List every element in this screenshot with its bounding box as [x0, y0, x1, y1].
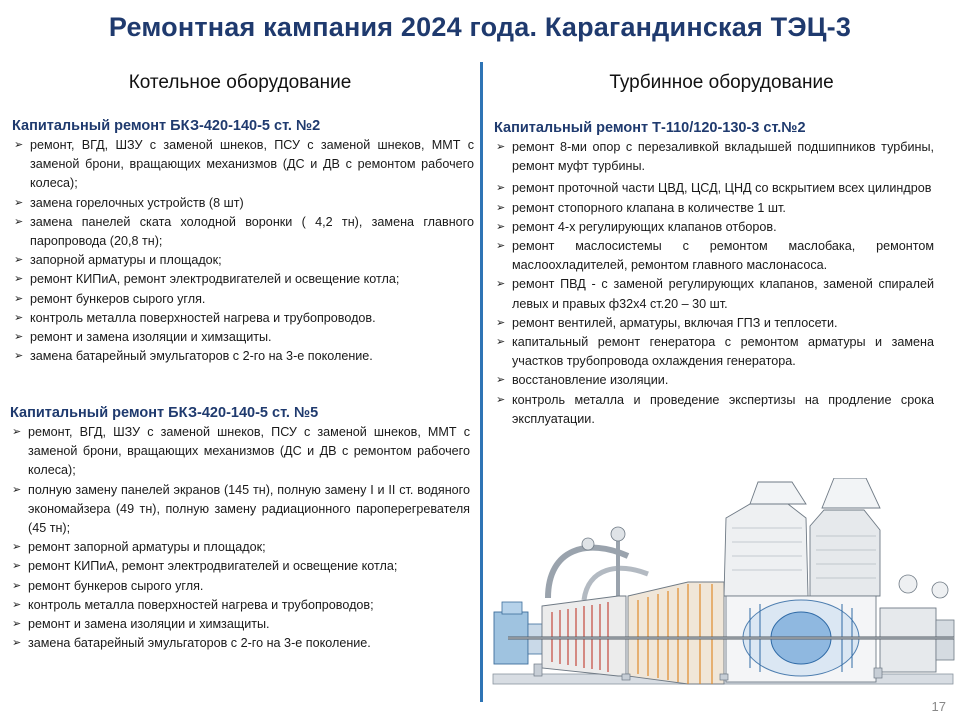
bullet-arrow-icon: ➢ [14, 292, 24, 305]
column-divider [480, 62, 483, 702]
bullet-arrow-icon: ➢ [14, 196, 24, 209]
bullet-arrow-icon: ➢ [12, 560, 22, 573]
bullet-arrow-icon: ➢ [496, 220, 506, 233]
bullet-arrow-icon: ➢ [12, 618, 22, 631]
slide-title: Ремонтная кампания 2024 года. Карагандинская ТЭЦ-3 [108, 12, 852, 42]
bullet-arrow-icon: ➢ [496, 240, 506, 253]
bullet-arrow-icon: ➢ [12, 541, 22, 554]
bullet-arrow-icon: ➢ [14, 215, 24, 228]
section-title: Капитальный ремонт БКЗ-420-140-5 ст. №2 [12, 118, 321, 134]
list-item: ➢ ремонт 8-ми опор с перезаливкой вкладышей подшипников турбины, ремонт муфт турбины. [496, 140, 934, 174]
list-item: ➢ полную замену панелей экранов (145 тн), полную замену I и II ст. водяного экономайзера (49 тн), полную замену радиационного пароперегревателя (45 тн); [12, 482, 470, 536]
boiler-repair-section-1 [12, 118, 474, 366]
list-item: ➢ ремонт и замена изоляции и химзащиты. [10, 615, 470, 634]
bullet-arrow-icon: ➢ [496, 278, 506, 291]
bullet-arrow-icon: ➢ [14, 254, 24, 267]
list-item: ➢ ремонт, ВГД, ШЗУ с заменой шнеков, ПСУ с заменой шнеков, ММТ с заменой брони, вращающих механизмов (ДС и ДВ с ремонтом рабочего колеса); [12, 425, 470, 478]
turbine-repair-section [494, 120, 934, 429]
list-item: ➢ запорной арматуры и площадок; [12, 251, 474, 270]
bullet-arrow-icon: ➢ [12, 598, 22, 611]
list-item: ➢ ремонт проточной части ЦВД, ЦСД, ЦНД со вскрытием всех цилиндров [494, 179, 934, 198]
repair-list [494, 138, 934, 429]
list-item: ➢ ремонт КИПиА, ремонт электродвигателей и освещение котла; [10, 557, 470, 576]
turbine-cutaway-illustration [488, 478, 958, 706]
bullet-arrow-icon: ➢ [14, 311, 24, 324]
section-title: Капитальный ремонт Т-110/120-130-3 ст.№2 [494, 120, 806, 136]
bullet-arrow-icon: ➢ [496, 393, 506, 406]
list-item: ➢ ремонт ПВД - с заменой регулирующих клапанов, заменой спиралей левых и правых ф32х4 ст.20 – 30 шт. [496, 277, 934, 311]
bullet-arrow-icon: ➢ [12, 579, 22, 592]
list-item: ➢ ремонт 4-х регулирующих клапанов отборов. [494, 218, 934, 237]
list-item: ➢ контроль металла поверхностей нагрева и трубопроводов; [10, 596, 470, 615]
list-item: ➢ замена горелочных устройств (8 шт) [12, 194, 474, 213]
bullet-arrow-icon: ➢ [12, 426, 22, 438]
list-item: ➢ капитальный ремонт генератора с ремонтом арматуры и замена участков трубопровода охлаждения генератора. [496, 335, 934, 369]
list-item: ➢ восстановление изоляции. [494, 371, 934, 390]
list-item: ➢ ремонт бункеров сырого угля. [12, 290, 474, 309]
list-item: ➢ ремонт бункеров сырого угля. [10, 577, 470, 596]
left-column-heading: Котельное оборудование [128, 72, 352, 93]
bullet-arrow-icon: ➢ [12, 483, 22, 496]
bullet-arrow-icon: ➢ [14, 139, 24, 151]
list-item: ➢ ремонт маслосистемы с ремонтом маслобака, ремонтом маслоохладителей, ремонтом главного маслонасоса. [496, 239, 934, 273]
list-item: ➢ замена панелей ската холодной воронки ( 4,2 тн), замена главного паропровода (20,8 тн); [14, 214, 474, 249]
repair-list [10, 423, 470, 653]
bullet-arrow-icon: ➢ [496, 336, 506, 349]
list-item: ➢ контроль металла поверхностей нагрева и трубопроводов. [12, 309, 474, 328]
bullet-arrow-icon: ➢ [14, 331, 24, 344]
bullet-arrow-icon: ➢ [496, 182, 506, 195]
section-title: Капитальный ремонт БКЗ-420-140-5 ст. №5 [10, 405, 319, 421]
repair-list [12, 136, 474, 366]
list-item: ➢ замена батарейный эмульгаторов с 2-го на 3-е поколение. [10, 634, 470, 653]
list-item: ➢ контроль металла и проведение экспертизы на продление срока эксплуатации. [496, 392, 934, 426]
bullet-arrow-icon: ➢ [14, 350, 24, 363]
boiler-repair-section-2 [10, 405, 470, 653]
bullet-arrow-icon: ➢ [496, 141, 506, 153]
page-number: 17 [931, 699, 946, 714]
list-item: ➢ замена батарейный эмульгаторов с 2-го на 3-е поколение. [12, 347, 474, 366]
bullet-arrow-icon: ➢ [496, 201, 506, 214]
bullet-arrow-icon: ➢ [496, 374, 506, 387]
right-column-heading: Турбинное оборудование [609, 72, 834, 93]
list-item: ➢ ремонт вентилей, арматуры, включая ГПЗ и теплосети. [494, 314, 934, 333]
bullet-arrow-icon: ➢ [14, 273, 24, 286]
list-item: ➢ ремонт стопорного клапана в количестве 1 шт. [494, 199, 934, 218]
bullet-arrow-icon: ➢ [496, 316, 506, 329]
list-item: ➢ ремонт КИПиА, ремонт электродвигателей и освещение котла; [12, 270, 474, 289]
list-item: ➢ ремонт, ВГД, ШЗУ с заменой шнеков, ПСУ с заменой шнеков, ММТ с заменой брони, вращающих механизмов (ДС и ДВ с ремонтом рабочего колеса); [14, 138, 474, 191]
bullet-arrow-icon: ➢ [12, 637, 22, 650]
list-item: ➢ ремонт запорной арматуры и площадок; [10, 538, 470, 557]
list-item: ➢ ремонт и замена изоляции и химзащиты. [12, 328, 474, 347]
